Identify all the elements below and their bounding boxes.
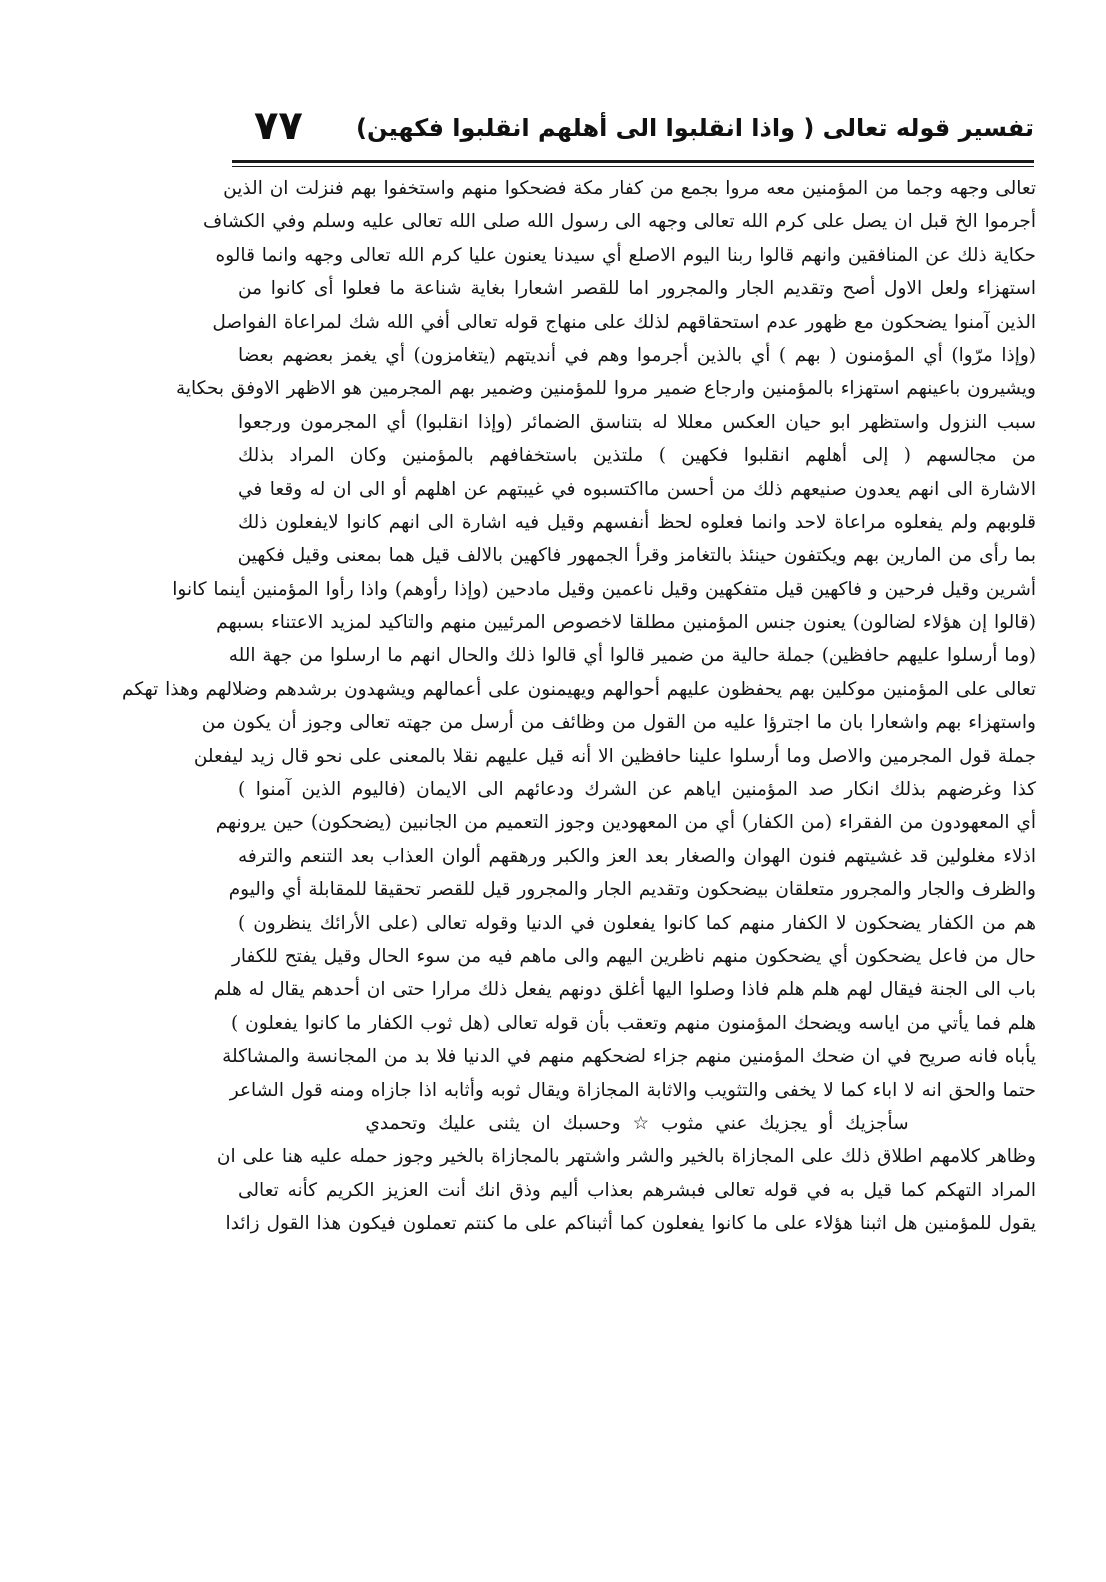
text-line: ويشيرون باعينهم استهزاء بالمؤمنين وارجاع ضمير مروا للمؤمنين وضمير بهم المجرمين هو الاظهر الاوفق بحكاية xyxy=(175,378,1036,400)
text-line: حتما والحق انه لا اباء كما لا يخفى والتثويب والاثابة المجازاة ويقال ثوبه وأثابه اذا جازاه ومنه قول الشاعر xyxy=(229,1079,1036,1101)
text-line: كذا وغرضهم بذلك انكار صد المؤمنين اياهم عن الشرك ودعائهم الى الايمان (فاليوم الذين آمنوا ) xyxy=(238,779,1036,801)
text-line: هم من الكفار يضحكون لا الكفار منهم كما كانوا يفعلون في الدنيا وقوله تعالى (على الأرائك ينظرون ) xyxy=(238,912,1036,934)
text-line: الاشارة الى انهم يعدون صنيعهم ذلك من أحسن مااكتسبوه في غيبتهم عن اهلهم أو الى ان له وقعا في xyxy=(238,478,1036,500)
text-line: جملة قول المجرمين والاصل وما أرسلوا علينا حافظين الا أنه قيل عليهم نقلا بالمعنى على نحو قال زيد ليفعلن xyxy=(193,745,1036,767)
header-rule-thin xyxy=(232,166,1034,167)
running-title: تفسير قوله تعالى ( واذا انقلبوا الى أهلهم انقلبوا فكهين) xyxy=(356,114,1034,142)
text-line: أشرين وقيل فرحين و فاكهين قيل متفكهين وقيل ناعمين وقيل مادحين (وإذا رأوهم) واذا رأوا المؤمنين أينما كانوا xyxy=(172,578,1036,600)
main-text-block xyxy=(122,172,1036,1241)
header-rule-thick xyxy=(232,160,1034,163)
page-header xyxy=(232,100,1034,160)
text-line: اذلاء مغلولين قد غشيتهم فنون الهوان والصغار بعد العز والكبر ورهقهم ألوان العذاب بعد التنعم والترفه xyxy=(238,845,1036,867)
text-line: باب الى الجنة فيقال لهم هلم هلم فاذا وصلوا اليها أغلق دونهم يفعل ذلك مرارا حتى ان أحدهم يقال له هلم xyxy=(213,979,1036,1001)
page-number: ٧٧ xyxy=(254,103,303,149)
text-line: (وما أرسلوا عليهم حافظين) جملة حالية من ضمير قالوا أي قالوا ذلك والحال انهم ما ارسلوا من جهة الله xyxy=(228,645,1036,667)
text-line: يأباه فانه صريح في ان ضحك المؤمنين منهم جزاء لضحكهم منهم في الدنيا فلا بد من المجانسة والمشاكلة xyxy=(222,1046,1036,1068)
text-line: والظرف والجار والمجرور متعلقان بيضحكون وتقديم الجار والمجرور قيل للقصر تحقيقا للمقابلة أي واليوم xyxy=(228,879,1036,901)
text-line: وظاهر كلامهم اطلاق ذلك على المجازاة بالخير والشر واشتهر بالمجازاة بالخير وجوز حمله عليه هنا على ان xyxy=(216,1146,1036,1168)
text-line: المراد التهكم كما قيل به في قوله تعالى فبشرهم بعذاب أليم وذق انك أنت العزيز الكريم كأنه تعالى xyxy=(238,1179,1036,1201)
text-line: (وإذا مرّوا) أي المؤمنون ( بهم ) أي بالذين أجرموا وهم في أنديتهم (يتغامزون) أي يغمز بعضهم بعضا xyxy=(238,344,1036,366)
text-line: حال من فاعل يضحكون أي يضحكون منهم ناظرين اليهم والى ماهم فيه من سوء الحال وقيل يفتح للكفار xyxy=(231,945,1036,967)
text-line: بما رأى من المارين بهم ويكتفون حينئذ بالتغامز وقرأ الجمهور فاكهين بالالف قيل هما بمعنى وقيل فكهين xyxy=(237,545,1036,567)
text-line: استهزاء ولعل الاول أصح وتقديم الجار والمجرور اما للقصر اشعارا بغاية شناعة ما فعلوا أى كانوا من xyxy=(238,278,1036,300)
text-line: الذين آمنوا يضحكون مع ظهور عدم استحقاقهم لذلك على منهاج قوله تعالى أفي الله شك لمراعاة الفواصل xyxy=(212,311,1036,333)
text-line: سبب النزول واستظهر ابو حيان العكس معللا له بتناسق الضمائر (وإذا انقلبوا) أي المجرمون ورجعوا xyxy=(238,411,1036,433)
text-line: تعالى وجهه وجما من المؤمنين معه مروا بجمع من كفار مكة فضحكوا منهم واستخفوا بهم فنزلت ان الذين xyxy=(223,178,1036,199)
text-line: قلوبهم ولم يفعلوه مراعاة لاحد وانما فعلوه لحظ أنفسهم وقيل فيه اشارة الى انهم كانوا لايفعلون ذلك xyxy=(238,511,1036,533)
text-line: هلم فما يأتي من اياسه ويضحك المؤمنون منهم وتعقب بأن قوله تعالى (هل ثوب الكفار ما كانوا يفعلون ) xyxy=(231,1012,1036,1034)
text-line: (قالوا إن هؤلاء لضالون) يعنون جنس المؤمنين مطلقا لاخصوص المرئيين منهم والتاكيد لمزيد الاعتناء بسبهم xyxy=(216,612,1036,634)
text-line: من مجالسهم ( إلى أهلهم انقلبوا فكهين ) ملتذين باستخفافهم بالمؤمنين وكان المراد بذلك xyxy=(238,445,1036,467)
text-line: حكاية ذلك عن المنافقين وانهم قالوا ربنا اليوم الاصلع أي سيدنا يعنون عليا كرم الله تعالى وجهه وانما قالوه xyxy=(215,244,1036,266)
text-line: يقول للمؤمنين هل اثبنا هؤلاء على ما كانوا يفعلون كما أثبناكم على ما كنتم تعملون فيكون هذا القول زائدا xyxy=(225,1213,1036,1235)
text-line: تعالى على المؤمنين موكلين بهم يحفظون عليهم أحوالهم ويهيمنون على أعمالهم ويشهدون برشدهم وضلالهم وهذا تهكم xyxy=(122,678,1036,700)
text-line: أي المعهودون من الفقراء (من الكفار) أي من المعهودين وجوز التعميم من الجانبين (يضحكون) حين يرونهم xyxy=(215,812,1036,834)
text-line: أجرموا الخ قبل ان يصل على كرم الله تعالى وجهه الى رسول الله صلى الله تعالى عليه وسلم وفي الكشاف xyxy=(203,211,1036,233)
text-line: واستهزاء بهم واشعارا بان ما اجترؤا عليه من القول من وظائف من أرسل من جهته تعالى وجوز أن يكون من xyxy=(201,712,1036,734)
poetry-verse: سأجزيك أو يجزيك عني مثوب ☆ وحسبك ان يثنى عليك وتحمدي xyxy=(365,1112,909,1134)
